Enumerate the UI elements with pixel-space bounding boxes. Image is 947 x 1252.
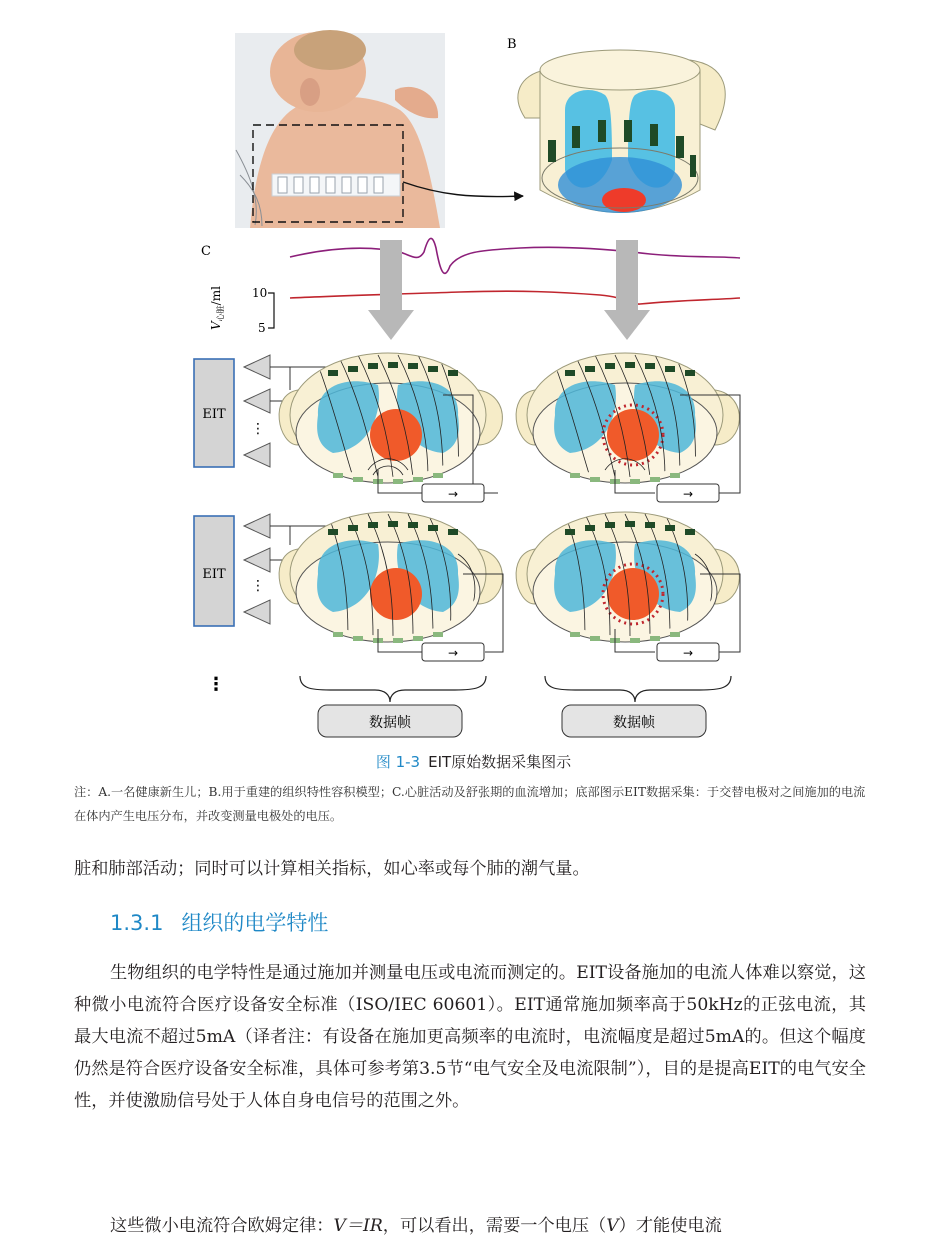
- amp-ellipsis-2: ⋮: [251, 578, 265, 594]
- section-number: 1.3.1: [110, 911, 164, 935]
- torso-2b: [516, 512, 740, 652]
- paragraph-2-after: ）才能使电流: [618, 1216, 722, 1236]
- paragraph-2-before: 这些微小电流符合欧姆定律：: [110, 1216, 334, 1236]
- panel-label-b: B: [507, 37, 517, 52]
- eit-label-1: EIT: [202, 407, 226, 422]
- current-box-1a: [422, 484, 484, 502]
- axis-ylabel-sub: 心脏: [216, 305, 225, 322]
- volume-axis: [209, 286, 274, 335]
- eit-label-2: EIT: [202, 567, 226, 582]
- ohm-formula: V＝IR: [333, 1216, 383, 1236]
- figure-number: 图 1-3: [375, 753, 421, 771]
- tissue-model-3d: [518, 50, 725, 213]
- axis-ylabel: V: [209, 321, 223, 330]
- data-frame-label-left: 数据帧: [369, 715, 411, 731]
- brace-left: [300, 676, 486, 702]
- current-arrow-1b: →: [682, 487, 694, 501]
- axis-tick-10: 10: [252, 286, 268, 300]
- current-box-2a: [422, 643, 484, 661]
- torso-1b: [516, 353, 740, 493]
- data-frame-label-right: 数据帧: [613, 715, 655, 731]
- section-title: 组织的电学特性: [181, 911, 329, 935]
- section-heading: [110, 907, 328, 937]
- figure-note: 注：A.一名健康新生儿；B.用于重建的组织特性容积模型；C.心脏活动及舒张期的血流增加；底部图示EIT数据采集：于交替电极对之间施加的电流在体内产生电压分布，并改变测量电极处的电压。: [74, 785, 866, 823]
- ecg-trace: [290, 238, 740, 273]
- amp-ellipsis-1: ⋮: [251, 421, 265, 437]
- current-arrow-2a: →: [447, 646, 459, 660]
- current-box-2b: [657, 643, 719, 661]
- paragraph-2: [74, 1210, 866, 1242]
- torso-2a: [279, 512, 503, 652]
- brace-right: [545, 676, 731, 702]
- figure-title: EIT原始数据采集图示: [428, 753, 572, 771]
- data-frame-left: [318, 705, 462, 737]
- current-arrow-2b: →: [682, 646, 694, 660]
- paragraph-top: 脏和肺部活动；同时可以计算相关指标，如心率或每个肺的潮气量。: [74, 859, 590, 879]
- gray-down-arrow-right: [604, 240, 650, 340]
- axis-tick-5: 5: [258, 321, 266, 335]
- svg-text:V心脏/ml: [209, 286, 225, 330]
- current-arrow-1a: →: [447, 487, 459, 501]
- torso-1a: [279, 353, 502, 493]
- current-box-1b: [657, 484, 719, 502]
- panel-label-c: C: [201, 244, 211, 259]
- newborn-photo: [235, 30, 445, 228]
- signal-traces: [209, 238, 740, 335]
- axis-ylabel-unit: /ml: [209, 286, 223, 306]
- data-frame-right: [562, 705, 706, 737]
- paragraph-1: 生物组织的电学特性是通过施加并测量电压或电流而测定的。EIT设备施加的电流人体难以察觉，这种微小电流符合医疗设备安全标准（ISO/IEC 60601）。EIT通常施加频率高于50kHz的正弦电流，其最大电流不超过5mA（译者注：有设备在施加更高频率的电流时，电流幅度是超过5mA的。但这个幅度仍然是符合医疗设备安全标准，具体可参考第3.5节“电气安全及电流限制”），目的是提高EIT的电气安全性，并使激励信号处于人体自身电信号的范围之外。: [74, 963, 866, 1111]
- paragraph-2-middle: ，可以看出，需要一个电压（: [382, 1216, 607, 1236]
- volume-trace: [290, 291, 740, 304]
- rows-ellipsis: ⋮: [207, 674, 225, 695]
- voltage-variable: V: [606, 1216, 619, 1236]
- figure-caption: [0, 751, 947, 772]
